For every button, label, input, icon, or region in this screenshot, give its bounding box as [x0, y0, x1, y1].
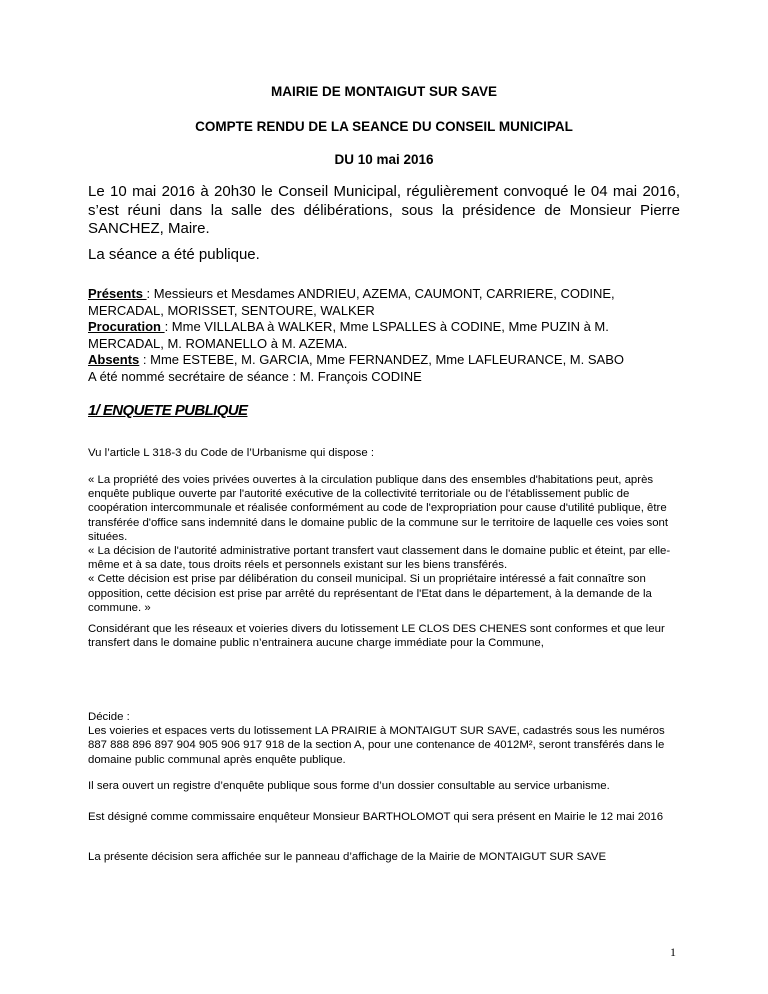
presents-label: Présents: [88, 286, 147, 301]
article-quote: [88, 473, 680, 615]
mairie-title: MAIRIE DE MONTAIGUT SUR SAVE: [270, 84, 497, 99]
affichage-paragraph: La présente décision sera affichée sur le panneau d’affichage de la Mairie de MONTAIGUT SUR SAVE: [88, 851, 607, 863]
procuration-label: Procuration: [88, 319, 165, 334]
registre-paragraph: Il sera ouvert un registre d’enquête publique sous forme d’un dossier consultable au service urbanisme.: [88, 780, 610, 792]
commissaire-paragraph: Est désigné comme commissaire enquêteur Monsieur BARTHOLOMOT qui sera présent en Mairie le 12 mai 2016: [88, 811, 664, 823]
seance-publique: La séance a été publique.: [88, 246, 260, 263]
procuration-text: : Mme VILLALBA à WALKER, Mme LSPALLES à CODINE, Mme PUZIN à M. MERCADAL, M. ROMANELLO à M. AZEMA.: [88, 319, 609, 351]
considerant-paragraph: Considérant que les réseaux et voieries divers du lotissement LE CLOS DES CHENES sont conformes et que leur transfert dans le domaine public n’entrainera aucune charge immédiate pour la Commune,: [88, 623, 665, 650]
absents-line: [88, 352, 688, 369]
absents-text: : Mme ESTEBE, M. GARCIA, Mme FERNANDEZ, Mme LAFLEURANCE, M. SABO: [139, 352, 624, 367]
absents-label: Absents: [88, 352, 140, 367]
intro-paragraph: Le 10 mai 2016 à 20h30 le Conseil Municipal, régulièrement convoqué le 04 mai 2016, s’est réuni dans la salle des délibérations, sous la présidence de Monsieur Pierre SANCHEZ, Maire.: [88, 183, 680, 237]
secretaire-line: A été nommé secrétaire de séance : M. François CODINE: [88, 368, 422, 384]
quote-paragraph-3: « Cette décision est prise par délibération du conseil municipal. Si un propriétaire intéressé a fait connaître son opposition, cette décision est prise par arrêté du représentant de l'Etat dans le département, à la demande de la commune. »: [88, 573, 652, 614]
presents-text: : Messieurs et Mesdames ANDRIEU, AZEMA, CAUMONT, CARRIERE, CODINE, MERCADAL, MORISSET, SENTOURE, WALKER: [88, 286, 615, 318]
decide-text: Les voieries et espaces verts du lotissement LA PRAIRIE à MONTAIGUT SUR SAVE, cadastrés sous les numéros 887 888 896 897 904 905 906 917 918 de la section A, pour une contenance de 4012M², seront transférés dans le domaine public communal après enquête publique.: [88, 725, 665, 766]
vu-article: Vu l’article L 318-3 du Code de l’Urbanisme qui dispose :: [88, 447, 374, 459]
compte-rendu-title: COMPTE RENDU DE LA SEANCE DU CONSEIL MUNICIPAL: [195, 119, 573, 134]
section-title-enquete: 1/ ENQUETE PUBLIQUE: [88, 402, 248, 419]
seance-date: DU 10 mai 2016: [334, 152, 434, 167]
page-number: 1: [670, 945, 676, 959]
quote-paragraph-2: « La décision de l'autorité administrative portant transfert vaut classement dans le domaine public et éteint, par elle-même et à sa date, tous droits réels et personnels existant sur les biens transférés.: [88, 545, 671, 572]
procuration-line: [88, 319, 688, 352]
presents-line: [88, 286, 688, 319]
decide-block: [88, 710, 680, 767]
decide-label: Décide :: [88, 711, 130, 723]
attendance-block: [88, 286, 688, 385]
quote-paragraph-1: « La propriété des voies privées ouvertes à la circulation publique dans des ensembles d'habitations peut, après enquête publique ouverte par l'autorité exécutive de la collectivité territoriale ou de l'établissement public de coopération intercommunale et réalisée conformément au code de l'expropriation pour cause d'utilité publique, être transférée d'office sans indemnité dans le domaine public de la commune sur le territoire de laquelle ces voies sont situées.: [88, 474, 669, 543]
